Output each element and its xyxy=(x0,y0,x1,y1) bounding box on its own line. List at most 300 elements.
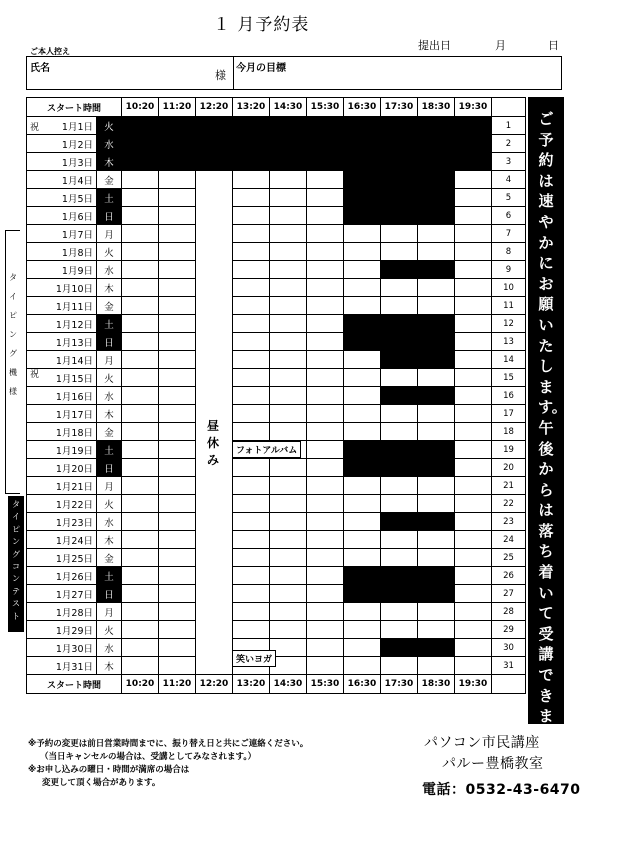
date-cell: 1月20日 xyxy=(27,459,97,477)
slot-open[interactable] xyxy=(455,261,492,279)
slot-open[interactable] xyxy=(233,459,270,477)
slot-open[interactable] xyxy=(196,369,233,387)
slot-open[interactable] xyxy=(307,225,344,243)
slot-open[interactable] xyxy=(122,459,159,477)
slot-open[interactable] xyxy=(122,333,159,351)
slot-open[interactable] xyxy=(418,369,455,387)
note-line: 変更して頂く場合があります。 xyxy=(42,778,161,788)
number-header xyxy=(492,675,526,694)
slot-open[interactable] xyxy=(307,639,344,657)
slot-open[interactable] xyxy=(418,657,455,675)
time-header: 12:20 xyxy=(196,98,233,117)
slot-closed xyxy=(307,153,344,171)
time-header: 18:30 xyxy=(418,98,455,117)
slot-open[interactable] xyxy=(455,495,492,513)
slot-open[interactable] xyxy=(233,315,270,333)
slot-open[interactable] xyxy=(233,297,270,315)
date-cell: 1月21日 xyxy=(27,477,97,495)
slot-closed xyxy=(418,459,455,477)
slot-open[interactable] xyxy=(122,369,159,387)
slot-open[interactable] xyxy=(307,567,344,585)
slot-open[interactable] xyxy=(233,207,270,225)
slot-open[interactable] xyxy=(344,603,381,621)
slot-open[interactable] xyxy=(159,513,196,531)
slot-open[interactable] xyxy=(455,189,492,207)
slot-open[interactable] xyxy=(307,261,344,279)
slot-open[interactable] xyxy=(122,225,159,243)
slot-open[interactable] xyxy=(196,207,233,225)
slot-open[interactable] xyxy=(233,279,270,297)
slot-open[interactable] xyxy=(381,621,418,639)
slot-open[interactable] xyxy=(307,477,344,495)
slot-open[interactable] xyxy=(159,387,196,405)
slot-open[interactable] xyxy=(418,225,455,243)
slot-open[interactable] xyxy=(159,585,196,603)
slot-open[interactable] xyxy=(270,423,307,441)
slot-open[interactable] xyxy=(196,513,233,531)
slot-open[interactable] xyxy=(122,585,159,603)
slot-open[interactable] xyxy=(381,279,418,297)
slot-open[interactable] xyxy=(233,531,270,549)
slot-open[interactable] xyxy=(381,405,418,423)
slot-open[interactable] xyxy=(233,621,270,639)
slot-open[interactable] xyxy=(344,621,381,639)
slot-open[interactable] xyxy=(122,639,159,657)
slot-open[interactable] xyxy=(270,585,307,603)
slot-open[interactable] xyxy=(122,513,159,531)
slot-open[interactable] xyxy=(233,261,270,279)
slot-open[interactable] xyxy=(455,207,492,225)
slot-open[interactable] xyxy=(122,441,159,459)
slot-open[interactable] xyxy=(307,603,344,621)
slot-open[interactable] xyxy=(455,603,492,621)
slot-open[interactable] xyxy=(233,495,270,513)
slot-closed xyxy=(418,135,455,153)
weekday-cell: 木 xyxy=(97,657,122,675)
slot-open[interactable] xyxy=(344,225,381,243)
day-row xyxy=(27,549,526,567)
slot-open[interactable] xyxy=(159,171,196,189)
slot-open[interactable] xyxy=(270,225,307,243)
slot-open[interactable] xyxy=(307,621,344,639)
slot-open[interactable] xyxy=(159,567,196,585)
typing-contest-label: タイピングコンテスト xyxy=(8,496,24,632)
slot-open[interactable] xyxy=(270,387,307,405)
slot-open[interactable] xyxy=(159,495,196,513)
slot-open[interactable] xyxy=(159,279,196,297)
slot-open[interactable] xyxy=(159,603,196,621)
slot-open[interactable] xyxy=(381,477,418,495)
slot-closed xyxy=(344,333,381,351)
slot-open[interactable] xyxy=(196,387,233,405)
weekday-cell: 水 xyxy=(97,513,122,531)
slot-open[interactable] xyxy=(270,603,307,621)
slot-open[interactable] xyxy=(270,243,307,261)
slot-closed xyxy=(344,459,381,477)
slot-open[interactable] xyxy=(270,297,307,315)
slot-open[interactable] xyxy=(381,369,418,387)
slot-open[interactable] xyxy=(233,189,270,207)
slot-open[interactable] xyxy=(122,297,159,315)
slot-open[interactable] xyxy=(381,549,418,567)
slot-open[interactable] xyxy=(233,513,270,531)
slot-open[interactable] xyxy=(307,423,344,441)
slot-open[interactable] xyxy=(233,243,270,261)
slot-open[interactable] xyxy=(196,171,233,189)
slot-open[interactable] xyxy=(455,423,492,441)
row-number: 1 xyxy=(492,117,526,135)
slot-open[interactable] xyxy=(418,405,455,423)
slot-open[interactable] xyxy=(455,243,492,261)
slot-open[interactable] xyxy=(381,603,418,621)
slot-open[interactable] xyxy=(270,261,307,279)
slot-open[interactable] xyxy=(455,585,492,603)
slot-open[interactable] xyxy=(455,477,492,495)
slot-open[interactable] xyxy=(159,207,196,225)
row-number: 7 xyxy=(492,225,526,243)
holiday-mark: 祝 xyxy=(30,370,40,380)
slot-open[interactable] xyxy=(344,531,381,549)
slot-open[interactable] xyxy=(418,297,455,315)
date-cell: 1月1日 xyxy=(27,117,97,135)
slot-open[interactable] xyxy=(307,495,344,513)
name-label: 氏名 xyxy=(30,63,50,74)
slot-closed xyxy=(381,153,418,171)
slot-open[interactable] xyxy=(270,567,307,585)
slot-open[interactable] xyxy=(344,297,381,315)
slot-open[interactable] xyxy=(455,531,492,549)
slot-open[interactable] xyxy=(233,477,270,495)
slot-open[interactable] xyxy=(381,657,418,675)
slot-open[interactable] xyxy=(270,405,307,423)
slot-open[interactable] xyxy=(122,207,159,225)
time-header: 12:20 xyxy=(196,675,233,694)
slot-open[interactable] xyxy=(307,459,344,477)
slot-open[interactable] xyxy=(307,279,344,297)
slot-open[interactable] xyxy=(159,351,196,369)
slot-open[interactable] xyxy=(381,531,418,549)
slot-open[interactable] xyxy=(159,549,196,567)
slot-open[interactable] xyxy=(270,621,307,639)
slot-open[interactable] xyxy=(196,603,233,621)
slot-open[interactable] xyxy=(307,531,344,549)
slot-open[interactable] xyxy=(344,657,381,675)
slot-open[interactable] xyxy=(270,369,307,387)
slot-closed xyxy=(270,117,307,135)
slot-open[interactable] xyxy=(270,531,307,549)
slot-open[interactable] xyxy=(122,315,159,333)
slot-open[interactable] xyxy=(455,333,492,351)
slot-open[interactable] xyxy=(418,423,455,441)
weekday-cell: 土 xyxy=(97,315,122,333)
slot-open[interactable] xyxy=(270,315,307,333)
slot-closed xyxy=(381,333,418,351)
time-header: 14:30 xyxy=(270,98,307,117)
slot-open[interactable] xyxy=(159,657,196,675)
slot-open[interactable] xyxy=(455,639,492,657)
slot-open[interactable] xyxy=(455,297,492,315)
slot-open[interactable] xyxy=(344,639,381,657)
slot-open[interactable] xyxy=(122,531,159,549)
slot-open[interactable] xyxy=(418,603,455,621)
slot-open[interactable] xyxy=(344,369,381,387)
row-number: 26 xyxy=(492,567,526,585)
slot-open[interactable] xyxy=(307,171,344,189)
slot-open[interactable] xyxy=(307,243,344,261)
slot-open[interactable] xyxy=(455,225,492,243)
date-cell: 1月10日 xyxy=(27,279,97,297)
slot-open[interactable] xyxy=(233,171,270,189)
slot-open[interactable] xyxy=(270,207,307,225)
slot-open[interactable] xyxy=(196,243,233,261)
slot-open[interactable] xyxy=(418,495,455,513)
slot-open[interactable] xyxy=(159,621,196,639)
slot-open[interactable] xyxy=(344,513,381,531)
slot-open[interactable] xyxy=(455,279,492,297)
time-header: 11:20 xyxy=(159,98,196,117)
slot-open[interactable] xyxy=(159,459,196,477)
slot-open[interactable] xyxy=(196,585,233,603)
slot-open[interactable] xyxy=(307,297,344,315)
slot-open[interactable] xyxy=(455,369,492,387)
slot-open[interactable] xyxy=(159,405,196,423)
slot-closed xyxy=(455,117,492,135)
slot-open[interactable] xyxy=(455,387,492,405)
slot-open[interactable] xyxy=(159,189,196,207)
slot-open[interactable] xyxy=(196,495,233,513)
slot-open[interactable] xyxy=(122,189,159,207)
day-row xyxy=(27,513,526,531)
lunch-break-text: 昼休み xyxy=(206,419,219,467)
slot-open[interactable] xyxy=(307,405,344,423)
slot-open[interactable] xyxy=(196,189,233,207)
slot-open[interactable] xyxy=(307,207,344,225)
slot-open[interactable] xyxy=(159,423,196,441)
row-number: 6 xyxy=(492,207,526,225)
time-header: 11:20 xyxy=(159,675,196,694)
slot-open[interactable] xyxy=(455,549,492,567)
slot-closed xyxy=(307,135,344,153)
slot-open[interactable] xyxy=(233,387,270,405)
time-header: 17:30 xyxy=(381,675,418,694)
slot-closed xyxy=(307,117,344,135)
slot-open[interactable] xyxy=(270,477,307,495)
slot-open[interactable] xyxy=(233,351,270,369)
slot-open[interactable] xyxy=(233,567,270,585)
slot-open[interactable] xyxy=(455,441,492,459)
note-line: ※お申し込みの曜日・時間が満席の場合は xyxy=(28,765,190,775)
slot-open[interactable] xyxy=(159,297,196,315)
slot-open[interactable] xyxy=(344,549,381,567)
slot-open[interactable] xyxy=(418,621,455,639)
slot-open[interactable] xyxy=(270,513,307,531)
note-line: （当日キャンセルの場合は、受講としてみなされます。） xyxy=(40,752,257,762)
slot-open[interactable] xyxy=(159,531,196,549)
slot-open[interactable] xyxy=(233,423,270,441)
slot-open[interactable] xyxy=(455,567,492,585)
slot-open[interactable] xyxy=(159,243,196,261)
slot-open[interactable] xyxy=(159,441,196,459)
slot-closed xyxy=(418,207,455,225)
row-number: 30 xyxy=(492,639,526,657)
slot-open[interactable] xyxy=(381,225,418,243)
slot-open[interactable] xyxy=(418,531,455,549)
row-number: 17 xyxy=(492,405,526,423)
slot-open[interactable] xyxy=(159,477,196,495)
time-header: 10:20 xyxy=(122,98,159,117)
slot-open[interactable] xyxy=(122,279,159,297)
slot-open[interactable] xyxy=(270,459,307,477)
slot-open[interactable] xyxy=(122,243,159,261)
slot-open[interactable] xyxy=(233,405,270,423)
slot-open[interactable] xyxy=(344,387,381,405)
slot-open[interactable] xyxy=(307,585,344,603)
weekday-cell: 日 xyxy=(97,207,122,225)
day-row xyxy=(27,153,526,171)
slot-open[interactable] xyxy=(159,225,196,243)
school-name: パソコン市民講座 xyxy=(424,735,540,751)
slot-open[interactable] xyxy=(381,423,418,441)
slot-open[interactable] xyxy=(455,459,492,477)
slot-open[interactable] xyxy=(344,243,381,261)
slot-open[interactable] xyxy=(196,531,233,549)
slot-open[interactable] xyxy=(233,603,270,621)
slot-open[interactable] xyxy=(270,495,307,513)
slot-open[interactable] xyxy=(307,387,344,405)
slot-open[interactable] xyxy=(455,171,492,189)
weekday-cell: 金 xyxy=(97,549,122,567)
slot-open[interactable] xyxy=(307,315,344,333)
slot-open[interactable] xyxy=(122,351,159,369)
phone-number: 電話：0532-43-6470 xyxy=(422,782,581,798)
slot-open[interactable] xyxy=(196,333,233,351)
slot-open[interactable] xyxy=(159,261,196,279)
slot-open[interactable] xyxy=(307,333,344,351)
slot-open[interactable] xyxy=(122,603,159,621)
slot-open[interactable] xyxy=(307,351,344,369)
slot-open[interactable] xyxy=(122,495,159,513)
slot-open[interactable] xyxy=(196,657,233,675)
slot-open[interactable] xyxy=(122,621,159,639)
row-number: 3 xyxy=(492,153,526,171)
slot-open[interactable] xyxy=(455,513,492,531)
date-cell: 1月16日 xyxy=(27,387,97,405)
slot-open[interactable] xyxy=(159,315,196,333)
day-row xyxy=(27,171,526,189)
slot-open[interactable] xyxy=(270,549,307,567)
slot-open[interactable] xyxy=(455,405,492,423)
slot-open[interactable] xyxy=(270,171,307,189)
slot-open[interactable] xyxy=(233,369,270,387)
slot-open[interactable] xyxy=(196,621,233,639)
slot-open[interactable] xyxy=(307,369,344,387)
slot-closed xyxy=(418,441,455,459)
slot-open[interactable] xyxy=(233,549,270,567)
slot-open[interactable] xyxy=(196,261,233,279)
time-header: 17:30 xyxy=(381,98,418,117)
slot-open[interactable] xyxy=(122,261,159,279)
slot-open[interactable] xyxy=(344,405,381,423)
holiday-mark: 祝 xyxy=(30,123,40,133)
slot-open[interactable] xyxy=(122,423,159,441)
weekday-cell: 金 xyxy=(97,171,122,189)
slot-open[interactable] xyxy=(233,585,270,603)
slot-open[interactable] xyxy=(196,477,233,495)
slot-open[interactable] xyxy=(159,333,196,351)
slot-closed xyxy=(381,171,418,189)
slot-closed xyxy=(381,513,418,531)
slot-closed xyxy=(344,585,381,603)
slot-open[interactable] xyxy=(270,189,307,207)
slot-open[interactable] xyxy=(344,279,381,297)
slot-open[interactable] xyxy=(196,279,233,297)
slot-open[interactable] xyxy=(455,657,492,675)
slot-open[interactable] xyxy=(418,279,455,297)
slot-open[interactable] xyxy=(344,477,381,495)
slot-open[interactable] xyxy=(196,549,233,567)
slot-closed xyxy=(418,189,455,207)
slot-open[interactable] xyxy=(122,657,159,675)
slot-open[interactable] xyxy=(418,243,455,261)
slot-open[interactable] xyxy=(418,477,455,495)
slot-open[interactable] xyxy=(307,657,344,675)
slot-open[interactable] xyxy=(270,351,307,369)
slot-open[interactable] xyxy=(307,549,344,567)
slot-open[interactable] xyxy=(122,405,159,423)
slot-open[interactable] xyxy=(381,495,418,513)
slot-open[interactable] xyxy=(233,333,270,351)
event-photo-album: フォトアルバム xyxy=(232,441,301,458)
slot-open[interactable] xyxy=(196,351,233,369)
slot-open[interactable] xyxy=(307,513,344,531)
slot-open[interactable] xyxy=(159,639,196,657)
slot-open[interactable] xyxy=(307,189,344,207)
row-number: 14 xyxy=(492,351,526,369)
slot-open[interactable] xyxy=(455,315,492,333)
time-header: 19:30 xyxy=(455,675,492,694)
slot-open[interactable] xyxy=(270,279,307,297)
slot-open[interactable] xyxy=(196,639,233,657)
slot-open[interactable] xyxy=(122,477,159,495)
slot-open[interactable] xyxy=(122,549,159,567)
slot-open[interactable] xyxy=(381,297,418,315)
date-cell: 1月5日 xyxy=(27,189,97,207)
day-row xyxy=(27,387,526,405)
slot-open[interactable] xyxy=(122,387,159,405)
slot-open[interactable] xyxy=(344,261,381,279)
slot-open[interactable] xyxy=(233,225,270,243)
slot-open[interactable] xyxy=(196,567,233,585)
submit-date-label: 提出日 xyxy=(418,39,451,52)
slot-open[interactable] xyxy=(196,297,233,315)
slot-open[interactable] xyxy=(122,567,159,585)
slot-open[interactable] xyxy=(455,621,492,639)
slot-open[interactable] xyxy=(196,315,233,333)
slot-open[interactable] xyxy=(344,351,381,369)
slot-open[interactable] xyxy=(159,369,196,387)
slot-open[interactable] xyxy=(307,441,344,459)
slot-open[interactable] xyxy=(270,333,307,351)
slot-open[interactable] xyxy=(418,549,455,567)
row-number: 9 xyxy=(492,261,526,279)
slot-open[interactable] xyxy=(381,243,418,261)
day-row xyxy=(27,477,526,495)
slot-open[interactable] xyxy=(344,423,381,441)
slot-open[interactable] xyxy=(344,495,381,513)
slot-open[interactable] xyxy=(122,171,159,189)
slot-open[interactable] xyxy=(455,351,492,369)
slot-open[interactable] xyxy=(196,225,233,243)
